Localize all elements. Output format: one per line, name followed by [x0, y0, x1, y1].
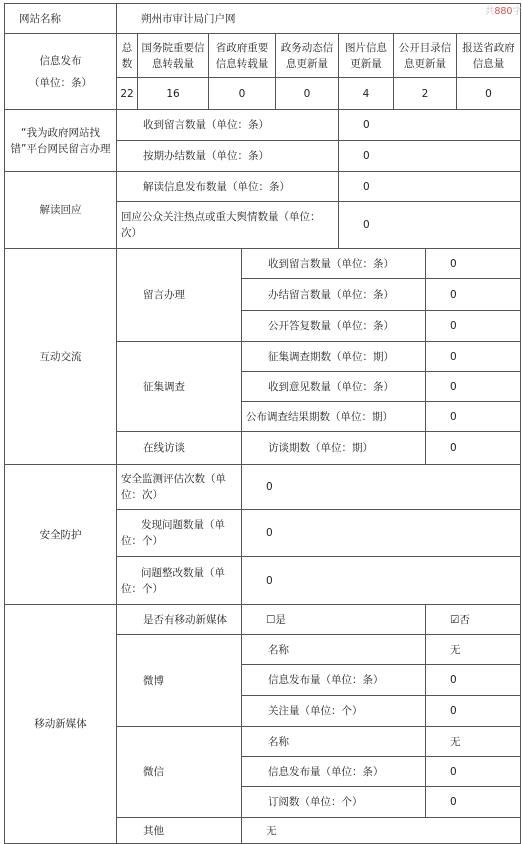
- message-received-value: 0: [338, 109, 521, 141]
- security-problems-label: 发现问题数量（单位：个）: [116, 509, 242, 557]
- header-state-council: 国务院重要信息转载量: [137, 33, 209, 78]
- interaction-received-value: 0: [425, 248, 521, 279]
- survey-opinions-value: 0: [425, 371, 521, 402]
- mobile-label: 移动新媒体: [4, 604, 117, 844]
- weibo-name-label: 名称: [241, 634, 426, 665]
- has-media-yes-checkbox[interactable]: ☐是: [241, 604, 426, 635]
- value-province: 0: [208, 77, 276, 110]
- website-name-value: 朔州市审计局门户网: [116, 3, 521, 34]
- wechat-subscribers-label: 订阅数（单位：个）: [241, 786, 426, 818]
- group-online-interview: 在线访谈: [116, 431, 242, 465]
- security-assessments-label: 安全监测评估次数（单位：次）: [116, 464, 242, 510]
- info-publish-unit: （单位：条）: [29, 76, 92, 89]
- wechat-subscribers-value: 0: [425, 786, 521, 818]
- header-submitted: 报送省政府信息量: [456, 33, 521, 78]
- survey-periods-value: 0: [425, 341, 521, 372]
- header-catalog: 公开目录信息更新量: [393, 33, 457, 78]
- wechat-posts-label: 信息发布量（单位：条）: [241, 756, 426, 787]
- weibo-posts-label: 信息发布量（单位：条）: [241, 664, 426, 696]
- header-total: 总数: [116, 33, 138, 78]
- value-submitted: 0: [456, 77, 521, 110]
- wechat-label: 微信: [116, 726, 242, 818]
- interaction-completed-value: 0: [425, 278, 521, 311]
- interview-periods-value: 0: [425, 431, 521, 465]
- interaction-public-reply-value: 0: [425, 310, 521, 342]
- other-media-value: 无: [241, 817, 521, 844]
- interpretation-label: 解读回应: [4, 171, 117, 249]
- wechat-posts-value: 0: [425, 756, 521, 787]
- message-received-label: 收到留言数量（单位：条）: [116, 109, 339, 141]
- group-message-handling: 留言办理: [116, 248, 242, 342]
- security-fixed-label: 问题整改数量（单位：个）: [116, 556, 242, 605]
- message-completed-value: 0: [338, 140, 521, 172]
- other-media-label: 其他: [116, 817, 242, 844]
- header-news: 政务动态信息更新量: [275, 33, 339, 78]
- interpretation-published-label: 解读信息发布数量（单位：条）: [116, 171, 339, 202]
- weibo-name-value: 无: [425, 634, 521, 665]
- value-total: 22: [116, 77, 138, 110]
- weibo-followers-label: 关注量（单位：个）: [241, 695, 426, 727]
- interview-periods-label: 访谈期数（单位：期）: [241, 431, 426, 465]
- interaction-completed-label: 办结留言数量（单位：条）: [241, 278, 426, 311]
- info-publish-title: 信息发布: [39, 54, 82, 67]
- char-count: 共880字: [484, 6, 522, 17]
- has-media-no-checkbox[interactable]: ☑否: [425, 604, 521, 635]
- interpretation-response-value: 0: [338, 201, 521, 249]
- wechat-name-label: 名称: [241, 726, 426, 757]
- header-province: 省政府重要信息转载量: [208, 33, 276, 78]
- survey-results-value: 0: [425, 401, 521, 432]
- group-survey: 征集调查: [116, 341, 242, 432]
- weibo-posts-value: 0: [425, 664, 521, 696]
- value-catalog: 2: [393, 77, 457, 110]
- value-state-council: 16: [137, 77, 209, 110]
- interaction-received-label: 收到留言数量（单位：条）: [241, 248, 426, 279]
- weibo-label: 微博: [116, 634, 242, 727]
- security-problems-value: 0: [241, 509, 521, 557]
- survey-periods-label: 征集调查期数（单位：期）: [241, 341, 426, 372]
- wechat-name-value: 无: [425, 726, 521, 757]
- header-pictures: 图片信息更新量: [338, 33, 394, 78]
- security-label: 安全防护: [4, 464, 117, 605]
- security-assessments-value: 0: [241, 464, 521, 510]
- survey-results-label: 公布调查结果期数（单位：期）: [241, 401, 426, 432]
- message-completed-label: 按期办结数量（单位：条）: [116, 140, 339, 172]
- message-label: “我为政府网站找错”平台网民留言办理: [4, 109, 117, 172]
- security-fixed-value: 0: [241, 556, 521, 605]
- website-name-label: 网站名称: [4, 3, 117, 34]
- value-pictures: 4: [338, 77, 394, 110]
- has-media-label: 是否有移动新媒体: [116, 604, 242, 635]
- interaction-label: 互动交流: [4, 248, 117, 465]
- interpretation-response-label: 回应公众关注热点或重大舆情数量（单位：次）: [116, 201, 339, 249]
- survey-opinions-label: 收到意见数量（单位：条）: [241, 371, 426, 402]
- interpretation-published-value: 0: [338, 171, 521, 202]
- value-news: 0: [275, 77, 339, 110]
- interaction-public-reply-label: 公开答复数量（单位：条）: [241, 310, 426, 342]
- weibo-followers-value: 0: [425, 695, 521, 727]
- info-publish-label: [4, 33, 117, 110]
